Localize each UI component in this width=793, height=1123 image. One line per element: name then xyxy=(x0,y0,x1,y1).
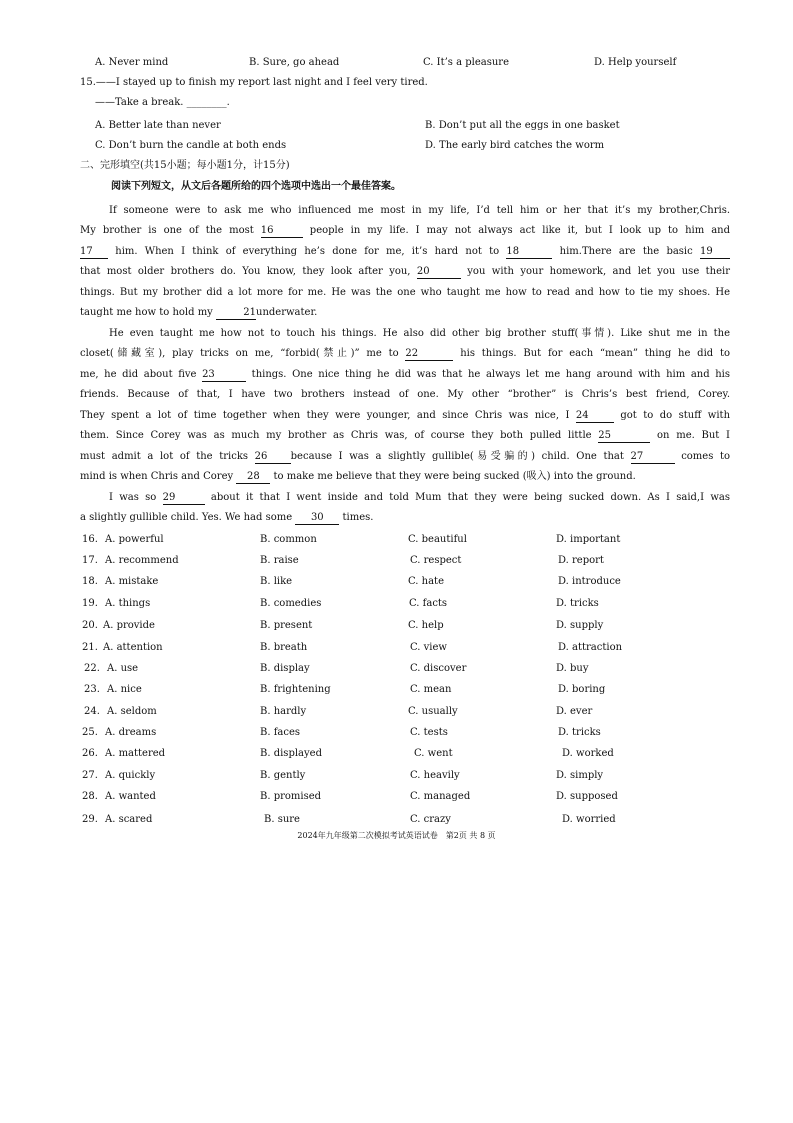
blank-29: 29 xyxy=(163,492,205,505)
option-c: C. view xyxy=(410,642,447,653)
blank-28: 28 xyxy=(236,471,270,484)
question-row xyxy=(0,619,793,633)
q15-option-b: B. Don’t put all the eggs in one basket xyxy=(425,120,620,131)
passage-line: 17 him. When I think of everything he’s done for me, it’s hard not to 18 him.There are the basic 19 xyxy=(80,245,730,259)
passage-line: them. Since Corey was as much my brother as Chris was, of course they both pulled little 25 on me. But I xyxy=(80,430,730,441)
option-c: C. heavily xyxy=(410,770,460,781)
option-d: D. supposed xyxy=(556,791,618,802)
q15-reply: ——Take a break. ________. xyxy=(95,97,230,108)
q15-question: 15.——I stayed up to finish my report last night and I feel very tired. xyxy=(80,77,428,88)
question-number: 23. xyxy=(84,684,100,695)
blank-16: 16 xyxy=(261,225,303,238)
question-number: 22. xyxy=(84,663,100,674)
question-row xyxy=(0,554,793,568)
option-d: D. worked xyxy=(562,748,614,759)
option-c: C. beautiful xyxy=(408,534,467,545)
passage-line: I was so 29 about it that I went inside and told Mum that they were being sucked down. As I said,I was xyxy=(109,492,730,503)
option-a: A. attention xyxy=(103,642,163,653)
section-instruction: 阅读下列短文，从文后各题所给的四个选项中选出一个最佳答案。 xyxy=(111,181,401,192)
option-b: B. raise xyxy=(260,555,299,566)
question-number: 16. xyxy=(82,534,98,545)
question-number: 20. xyxy=(82,620,98,631)
section-title: 二、完形填空(共15小题；每小题1分，计15分) xyxy=(80,160,290,171)
option-d: D. worried xyxy=(562,814,616,825)
q15-option-d: D. The early bird catches the worm xyxy=(425,140,605,151)
blank-18: 18 xyxy=(506,246,552,259)
option-a: A. scared xyxy=(105,814,153,825)
blank-17: 17 xyxy=(80,246,108,259)
blank-19: 19 xyxy=(700,246,730,259)
option-a: A. mistake xyxy=(105,576,159,587)
question-row xyxy=(0,726,793,740)
question-number: 25. xyxy=(82,727,98,738)
option-d: D. report xyxy=(558,555,604,566)
option-b: B. gently xyxy=(260,770,306,781)
question-number: 21. xyxy=(82,642,98,653)
option-a: A. quickly xyxy=(105,770,156,781)
option-c: C. managed xyxy=(410,791,471,802)
option-d: D. buy xyxy=(556,663,589,674)
question-row xyxy=(0,575,793,589)
question-number: 29. xyxy=(82,814,98,825)
question-row xyxy=(0,813,793,827)
option-b: B. common xyxy=(260,534,317,545)
question-row xyxy=(0,790,793,804)
option-c: C. facts xyxy=(409,598,448,609)
option-b: B. frightening xyxy=(260,684,331,695)
option-c: C. went xyxy=(414,748,453,759)
passage-line: that most older brothers do. You know, they look after you, 20 you with your homework, and let you use their xyxy=(80,266,730,277)
option-d: D. tricks xyxy=(556,598,599,609)
option-b: B. like xyxy=(260,576,293,587)
option-c: C. hate xyxy=(408,576,444,587)
option-a: A. dreams xyxy=(105,727,157,738)
option-a: A. things xyxy=(105,598,151,609)
option-a: A. powerful xyxy=(105,534,164,545)
question-row xyxy=(0,705,793,719)
option-a: A. mattered xyxy=(105,748,166,759)
option-a: A. wanted xyxy=(105,791,156,802)
q14-option-b: B. Sure, go ahead xyxy=(249,57,340,68)
option-b: B. promised xyxy=(260,791,322,802)
question-row xyxy=(0,769,793,783)
q14-option-a: A. Never mind xyxy=(95,57,169,68)
option-c: C. discover xyxy=(410,663,467,674)
option-c: C. usually xyxy=(408,706,458,717)
option-d: D. ever xyxy=(556,706,593,717)
passage-line: must admit a lot of the tricks 26 because I was a slightly gullible(易受骗的) child. One that 27 comes to xyxy=(80,451,731,462)
page-footer: 2024年九年级第二次模拟考试英语试卷 第2页 共 8 页 xyxy=(297,831,496,840)
passage-line: He even taught me how not to touch his things. He also did other big brother stuff(事情). Like shut me in the xyxy=(109,328,730,339)
passage-line: My brother is one of the most 16 people in my life. I may not always act like it, but I look up to him and xyxy=(80,225,730,236)
question-row xyxy=(0,662,793,676)
blank-30: 30 xyxy=(295,512,339,525)
option-a: A. seldom xyxy=(107,706,157,717)
question-row xyxy=(0,597,793,611)
question-row xyxy=(0,683,793,697)
blank-23: 23 xyxy=(202,369,246,382)
option-b: B. hardly xyxy=(260,706,307,717)
question-number: 17. xyxy=(82,555,98,566)
passage-line: taught me how to hold my 21underwater. xyxy=(80,307,318,318)
q15-option-c: C. Don’t burn the candle at both ends xyxy=(95,140,287,151)
option-d: D. boring xyxy=(558,684,606,695)
option-c: C. tests xyxy=(410,727,448,738)
option-d: D. introduce xyxy=(558,576,621,587)
option-b: B. displayed xyxy=(260,748,322,759)
option-c: C. help xyxy=(408,620,444,631)
option-c: C. crazy xyxy=(410,814,451,825)
blank-26: 26 xyxy=(255,451,291,464)
question-number: 26. xyxy=(82,748,98,759)
question-row xyxy=(0,533,793,547)
option-b: B. breath xyxy=(260,642,308,653)
passage-line: closet(储藏室), play tricks on me, “forbid(禁止)” me to 22 his things. But for each “mean” thing he did to xyxy=(80,348,730,359)
blank-22: 22 xyxy=(405,348,453,361)
question-number: 18. xyxy=(82,576,98,587)
question-row xyxy=(0,641,793,655)
option-b: B. sure xyxy=(264,814,300,825)
option-d: D. tricks xyxy=(558,727,601,738)
blank-20: 20 xyxy=(417,266,461,279)
blank-27: 27 xyxy=(631,451,675,464)
blank-25: 25 xyxy=(598,430,650,443)
question-number: 24. xyxy=(84,706,100,717)
option-b: B. present xyxy=(260,620,313,631)
q14-option-d: D. Help yourself xyxy=(594,57,677,68)
passage-line: me, he did about five 23 things. One nice thing he did was that he always let me hang around with him and his xyxy=(80,369,730,380)
passage-line: friends. Because of that, I have two brothers instead of one. My other “brother” is Chris’s best friend, Corey. xyxy=(80,389,730,400)
option-c: C. respect xyxy=(410,555,462,566)
option-d: D. attraction xyxy=(558,642,623,653)
passage-line: If someone were to ask me who influenced me most in my life, I’d tell him or her that it’s my brother,Chris. xyxy=(109,205,730,216)
blank-21: 21 xyxy=(216,307,256,320)
option-c: C. mean xyxy=(410,684,452,695)
passage-line: They spent a lot of time together when they were younger, and since Chris was nice, I 24 got to do stuff with xyxy=(80,410,731,421)
option-d: D. supply xyxy=(556,620,604,631)
option-a: A. recommend xyxy=(105,555,179,566)
option-d: D. simply xyxy=(556,770,604,781)
question-number: 19. xyxy=(82,598,98,609)
option-b: B. faces xyxy=(260,727,301,738)
option-a: A. provide xyxy=(103,620,155,631)
option-b: B. comedies xyxy=(260,598,322,609)
option-b: B. display xyxy=(260,663,310,674)
passage-line: things. But my brother did a lot more for me. He was the one who taught me how to read and how to tie my shoes. He xyxy=(80,287,730,298)
passage-line: a slightly gullible child. Yes. We had some 30 times. xyxy=(80,512,374,523)
blank-24: 24 xyxy=(576,410,614,423)
option-d: D. important xyxy=(556,534,621,545)
passage-line: mind is when Chris and Corey 28 to make me believe that they were being sucked (吸入) into the ground. xyxy=(80,471,636,482)
q14-option-c: C. It’s a pleasure xyxy=(423,57,510,68)
q15-option-a: A. Better late than never xyxy=(95,120,221,131)
question-number: 28. xyxy=(82,791,98,802)
question-row xyxy=(0,747,793,761)
question-number: 27. xyxy=(82,770,98,781)
option-a: A. use xyxy=(107,663,139,674)
option-a: A. nice xyxy=(107,684,142,695)
